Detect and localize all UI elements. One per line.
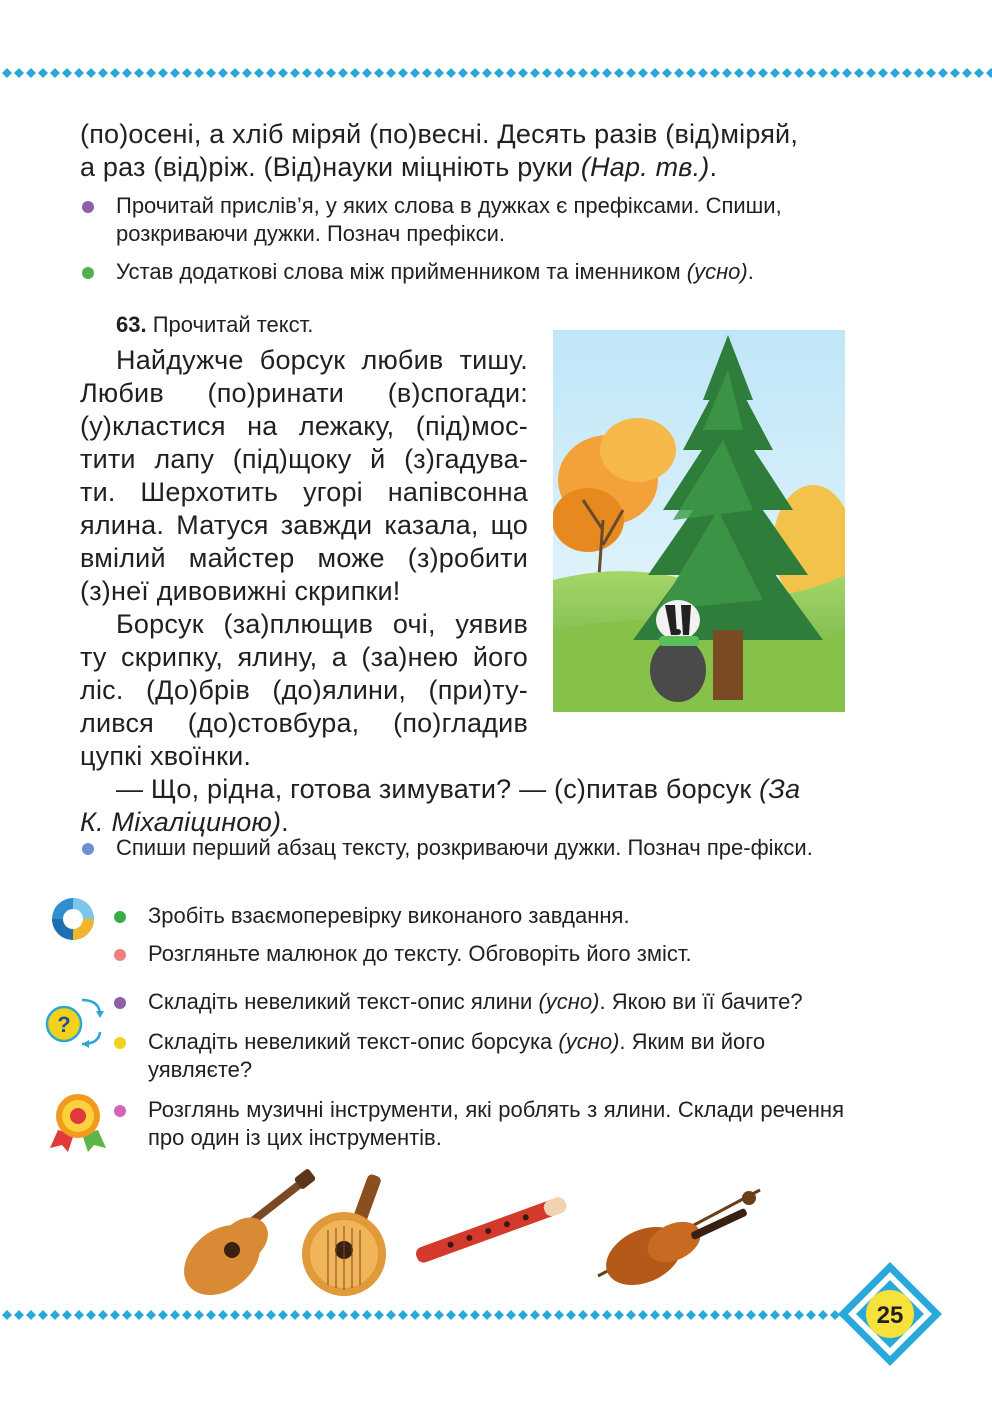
ornament-diamond — [374, 68, 384, 78]
task-insert-words — [82, 258, 852, 286]
ornament-diamond — [350, 1310, 360, 1320]
story-line: Борсук (за)плющив очі, уявив — [116, 609, 528, 639]
ornament-diamond — [182, 1310, 192, 1320]
ornament-diamond — [290, 68, 300, 78]
proverbs-line-1: (по)осені, а хліб міряй (по)весні. Десять разів (від)міряй, — [80, 119, 799, 149]
question-mark: ? — [57, 1012, 71, 1037]
ornament-diamond — [326, 68, 336, 78]
ornament-diamond — [914, 68, 924, 78]
ornament-diamond — [98, 1310, 108, 1320]
ornament-diamond — [782, 68, 792, 78]
ornament-diamond — [26, 68, 36, 78]
story-line: ти. Шерхотить угорі напівсонна — [80, 477, 528, 507]
ornament-diamond — [62, 68, 72, 78]
task-text: Розглянь музичні інструменти, які роблять з ялини. Склади речення про один із цих інструментів. — [148, 1097, 844, 1150]
ornament-diamond — [794, 68, 804, 78]
ornament-diamond — [950, 68, 960, 78]
ornament-diamond — [518, 1310, 528, 1320]
ornament-diamond — [338, 1310, 348, 1320]
ornament-diamond — [326, 1310, 336, 1320]
ornament-diamond — [674, 68, 684, 78]
ornament-diamond — [746, 68, 756, 78]
ornament-diamond — [86, 1310, 96, 1320]
task-copy-paragraph — [82, 834, 842, 862]
story-line: цупкі хвоїнки. — [80, 741, 252, 771]
ornament-diamond — [518, 68, 528, 78]
ornament-diamond — [818, 68, 828, 78]
ornament-diamond — [398, 68, 408, 78]
ornament-diamond — [614, 68, 624, 78]
ornament-diamond — [350, 68, 360, 78]
bullet-dot — [114, 997, 126, 1009]
ornament-diamond — [146, 68, 156, 78]
task-text: Прочитай прислів’я, у яких слова в дужках є префіксами. Спиши, розкриваючи дужки. Познач префікси. — [116, 193, 782, 246]
ornament-diamond — [602, 1310, 612, 1320]
ornament-diamond — [38, 68, 48, 78]
story-line: ліс. (До)брів (до)ялини, (при)ту- — [80, 675, 528, 705]
task-text: Розгляньте малюнок до тексту. Обговоріть його зміст. — [148, 941, 692, 966]
ornament-diamond — [314, 1310, 324, 1320]
ornament-diamond — [398, 1310, 408, 1320]
exercise-header — [116, 312, 313, 338]
ornament-diamond — [194, 68, 204, 78]
story-line: ялина. Матуся завжди казала, що — [80, 510, 528, 540]
bullet-dot — [114, 1105, 126, 1117]
ornament-diamond — [794, 1310, 804, 1320]
ornament-diamond — [578, 1310, 588, 1320]
ornament-diamond — [290, 1310, 300, 1320]
ornament-diamond — [134, 68, 144, 78]
story-line: тити лапу (під)щоку й (з)гадува- — [80, 444, 528, 474]
ornament-diamond — [242, 1310, 252, 1320]
ornament-diamond — [446, 1310, 456, 1320]
ornament-diamond — [146, 1310, 156, 1320]
bullet-dot — [82, 267, 94, 279]
ornament-diamond — [434, 1310, 444, 1320]
ornament-diamond — [74, 68, 84, 78]
ornament-diamond — [170, 68, 180, 78]
ornament-diamond — [770, 1310, 780, 1320]
task-text: Устав додаткові слова між прийменником та іменником (усно). — [116, 259, 754, 284]
ornament-diamond — [866, 68, 876, 78]
ornament-diamond — [782, 1310, 792, 1320]
ornament-diamond — [410, 1310, 420, 1320]
task-text: Складіть невеликий текст-опис ялини (усно). Якою ви її бачите? — [148, 989, 803, 1014]
ornament-diamond — [422, 68, 432, 78]
ornament-diamond — [278, 68, 288, 78]
ornament-diamond — [446, 68, 456, 78]
ornament-diamond — [506, 1310, 516, 1320]
ornament-diamond — [386, 68, 396, 78]
ornament-diamond — [710, 68, 720, 78]
ornament-diamond — [218, 68, 228, 78]
ornament-diamond — [494, 1310, 504, 1320]
ornament-diamond — [806, 1310, 816, 1320]
ornament-diamond — [722, 1310, 732, 1320]
ornament-diamond — [458, 1310, 468, 1320]
ornament-diamond — [566, 1310, 576, 1320]
ornament-diamond — [542, 1310, 552, 1320]
story-line: ту скрипку, ялину, а (за)нею його — [80, 642, 528, 672]
ornament-diamond — [458, 68, 468, 78]
ornament-diamond — [242, 68, 252, 78]
ornament-diamond — [482, 68, 492, 78]
ornament-diamond — [770, 68, 780, 78]
page-number-badge — [838, 1262, 942, 1366]
ornament-diamond — [158, 68, 168, 78]
proverbs-line-2: а раз (від)ріж. (Від)науки міцніють руки (Нар. тв.). — [80, 152, 718, 182]
bandura-icon — [298, 1170, 394, 1300]
ornament-diamond — [590, 1310, 600, 1320]
bullet-dot — [82, 201, 94, 213]
ornament-diamond — [590, 68, 600, 78]
ornament-diamond — [122, 1310, 132, 1320]
task-text: Зробіть взаємоперевірку виконаного завдання. — [148, 903, 630, 928]
ornament-diamond — [362, 1310, 372, 1320]
ornament-diamond — [374, 1310, 384, 1320]
story-paragraph-2 — [80, 608, 528, 773]
ornament-diamond — [602, 68, 612, 78]
ornament-diamond — [854, 68, 864, 78]
ornament-diamond — [266, 1310, 276, 1320]
sopilka-icon — [408, 1194, 574, 1266]
ornament-diamond — [206, 1310, 216, 1320]
ornament-diamond — [62, 1310, 72, 1320]
ornament-diamond — [554, 1310, 564, 1320]
ornament-diamond — [386, 1310, 396, 1320]
pair-work-icon — [50, 896, 96, 942]
ornament-diamond — [206, 68, 216, 78]
ornament-diamond — [698, 1310, 708, 1320]
ornament-diamond — [554, 68, 564, 78]
ornament-diamond — [470, 1310, 480, 1320]
task-read-proverbs — [82, 192, 852, 248]
ornament-diamond — [578, 68, 588, 78]
ornament-diamond — [686, 1310, 696, 1320]
ornament-diamond — [194, 1310, 204, 1320]
page-number: 25 — [876, 1302, 904, 1329]
ornament-diamond — [50, 1310, 60, 1320]
ornament-diamond — [122, 68, 132, 78]
ornament-diamond — [806, 68, 816, 78]
ornament-diamond — [650, 1310, 660, 1320]
ornament-diamond — [14, 1310, 24, 1320]
ornament-diamond — [470, 68, 480, 78]
ornament-diamond — [2, 1310, 12, 1320]
exercise-number: 63. — [116, 312, 147, 337]
story-line: (у)кластися на лежаку, (під)мос- — [80, 411, 528, 441]
ornament-diamond — [14, 68, 24, 78]
ornament-diamond — [218, 1310, 228, 1320]
ornament-diamond — [734, 1310, 744, 1320]
bullet-dot — [114, 949, 126, 961]
ornament-diamond — [302, 1310, 312, 1320]
ornament-diamond — [230, 68, 240, 78]
ornament-diamond — [182, 68, 192, 78]
ornament-diamond — [758, 1310, 768, 1320]
ornament-diamond — [98, 68, 108, 78]
ornament-diamond — [158, 1310, 168, 1320]
ornament-diamond — [2, 68, 12, 78]
ornament-diamond — [110, 1310, 120, 1320]
ornament-diamond — [530, 68, 540, 78]
task-instruments — [114, 1096, 844, 1152]
ornament-diamond — [758, 68, 768, 78]
ornament-diamond — [338, 68, 348, 78]
task-text: Спиши перший абзац тексту, розкриваючи дужки. Познач пре-фікси. — [116, 835, 813, 860]
ornament-diamond — [734, 68, 744, 78]
task-describe-badger — [114, 1028, 854, 1084]
ornament-diamond — [842, 68, 852, 78]
ornament-diamond — [494, 68, 504, 78]
task-peer-check — [114, 902, 834, 930]
ornament-diamond — [650, 68, 660, 78]
story-paragraph-1 — [80, 344, 528, 608]
ornament-diamond — [302, 68, 312, 78]
task-describe-fir — [114, 988, 854, 1016]
ornament-diamond — [746, 1310, 756, 1320]
ornament-diamond — [566, 68, 576, 78]
ornament-diamond — [662, 68, 672, 78]
source-label: (Нар. тв.) — [580, 152, 710, 182]
ornament-diamond — [722, 68, 732, 78]
task-text: Складіть невеликий текст-опис борсука (усно). Яким ви його уявляєте? — [148, 1029, 766, 1082]
ornament-diamond — [110, 68, 120, 78]
ornament-diamond — [254, 68, 264, 78]
ornament-diamond — [890, 68, 900, 78]
ornament-diamond — [50, 68, 60, 78]
ornament-diamond — [662, 1310, 672, 1320]
story-line: Любив (по)ринати (в)спогади: — [80, 378, 528, 408]
ornament-diamond — [974, 68, 984, 78]
task-discuss-picture — [114, 940, 834, 968]
story-line: (з)неї дивовижні скрипки! — [80, 576, 401, 606]
ornament-diamond — [278, 1310, 288, 1320]
bullet-dot — [82, 843, 94, 855]
ornament-diamond — [422, 1310, 432, 1320]
question-discussion-icon — [44, 992, 104, 1052]
ornament-diamond — [230, 1310, 240, 1320]
ornament-diamond — [710, 1310, 720, 1320]
ornament-diamond — [134, 1310, 144, 1320]
ornament-diamond — [626, 68, 636, 78]
ornament-diamond — [938, 68, 948, 78]
ornament-diamond — [38, 1310, 48, 1320]
ornament-diamond — [614, 1310, 624, 1320]
ornament-diamond — [482, 1310, 492, 1320]
proverbs-text — [80, 118, 860, 184]
bullet-dot — [114, 1037, 126, 1049]
award-medal-icon — [48, 1090, 108, 1152]
ornament-diamond — [638, 1310, 648, 1320]
ornament-diamond — [962, 68, 972, 78]
ornament-diamond — [902, 68, 912, 78]
top-ornament-border — [0, 64, 992, 82]
ornament-diamond — [830, 68, 840, 78]
ornament-diamond — [638, 68, 648, 78]
ornament-diamond — [818, 1310, 828, 1320]
ornament-diamond — [686, 68, 696, 78]
ornament-diamond — [530, 1310, 540, 1320]
ornament-diamond — [434, 68, 444, 78]
ornament-diamond — [878, 68, 888, 78]
illustration-fir-badger — [553, 330, 845, 712]
ornament-diamond — [170, 1310, 180, 1320]
ornament-diamond — [86, 68, 96, 78]
ornament-diamond — [926, 68, 936, 78]
ornament-diamond — [410, 68, 420, 78]
ornament-diamond — [314, 68, 324, 78]
ornament-diamond — [542, 68, 552, 78]
ornament-diamond — [26, 1310, 36, 1320]
ornament-diamond — [674, 1310, 684, 1320]
ornament-diamond — [506, 68, 516, 78]
story-line: Найдужче борсук любив тишу. — [116, 345, 528, 375]
ornament-diamond — [254, 1310, 264, 1320]
ornament-diamond — [362, 68, 372, 78]
ornament-diamond — [266, 68, 276, 78]
bullet-dot — [114, 911, 126, 923]
ornament-diamond — [698, 68, 708, 78]
story-line: лився (до)стовбура, (по)гладив — [80, 708, 528, 738]
story-line: вмілий майстер може (з)робити — [80, 543, 528, 573]
violin-icon — [594, 1176, 766, 1298]
ornament-diamond — [986, 68, 992, 78]
ornament-diamond — [74, 1310, 84, 1320]
exercise-instruction: Прочитай текст. — [146, 312, 314, 337]
story-dialog: — Що, рідна, готова зимувати? — (с)питав борсук (За К. Міхаліциною). — [80, 774, 801, 837]
ornament-diamond — [626, 1310, 636, 1320]
